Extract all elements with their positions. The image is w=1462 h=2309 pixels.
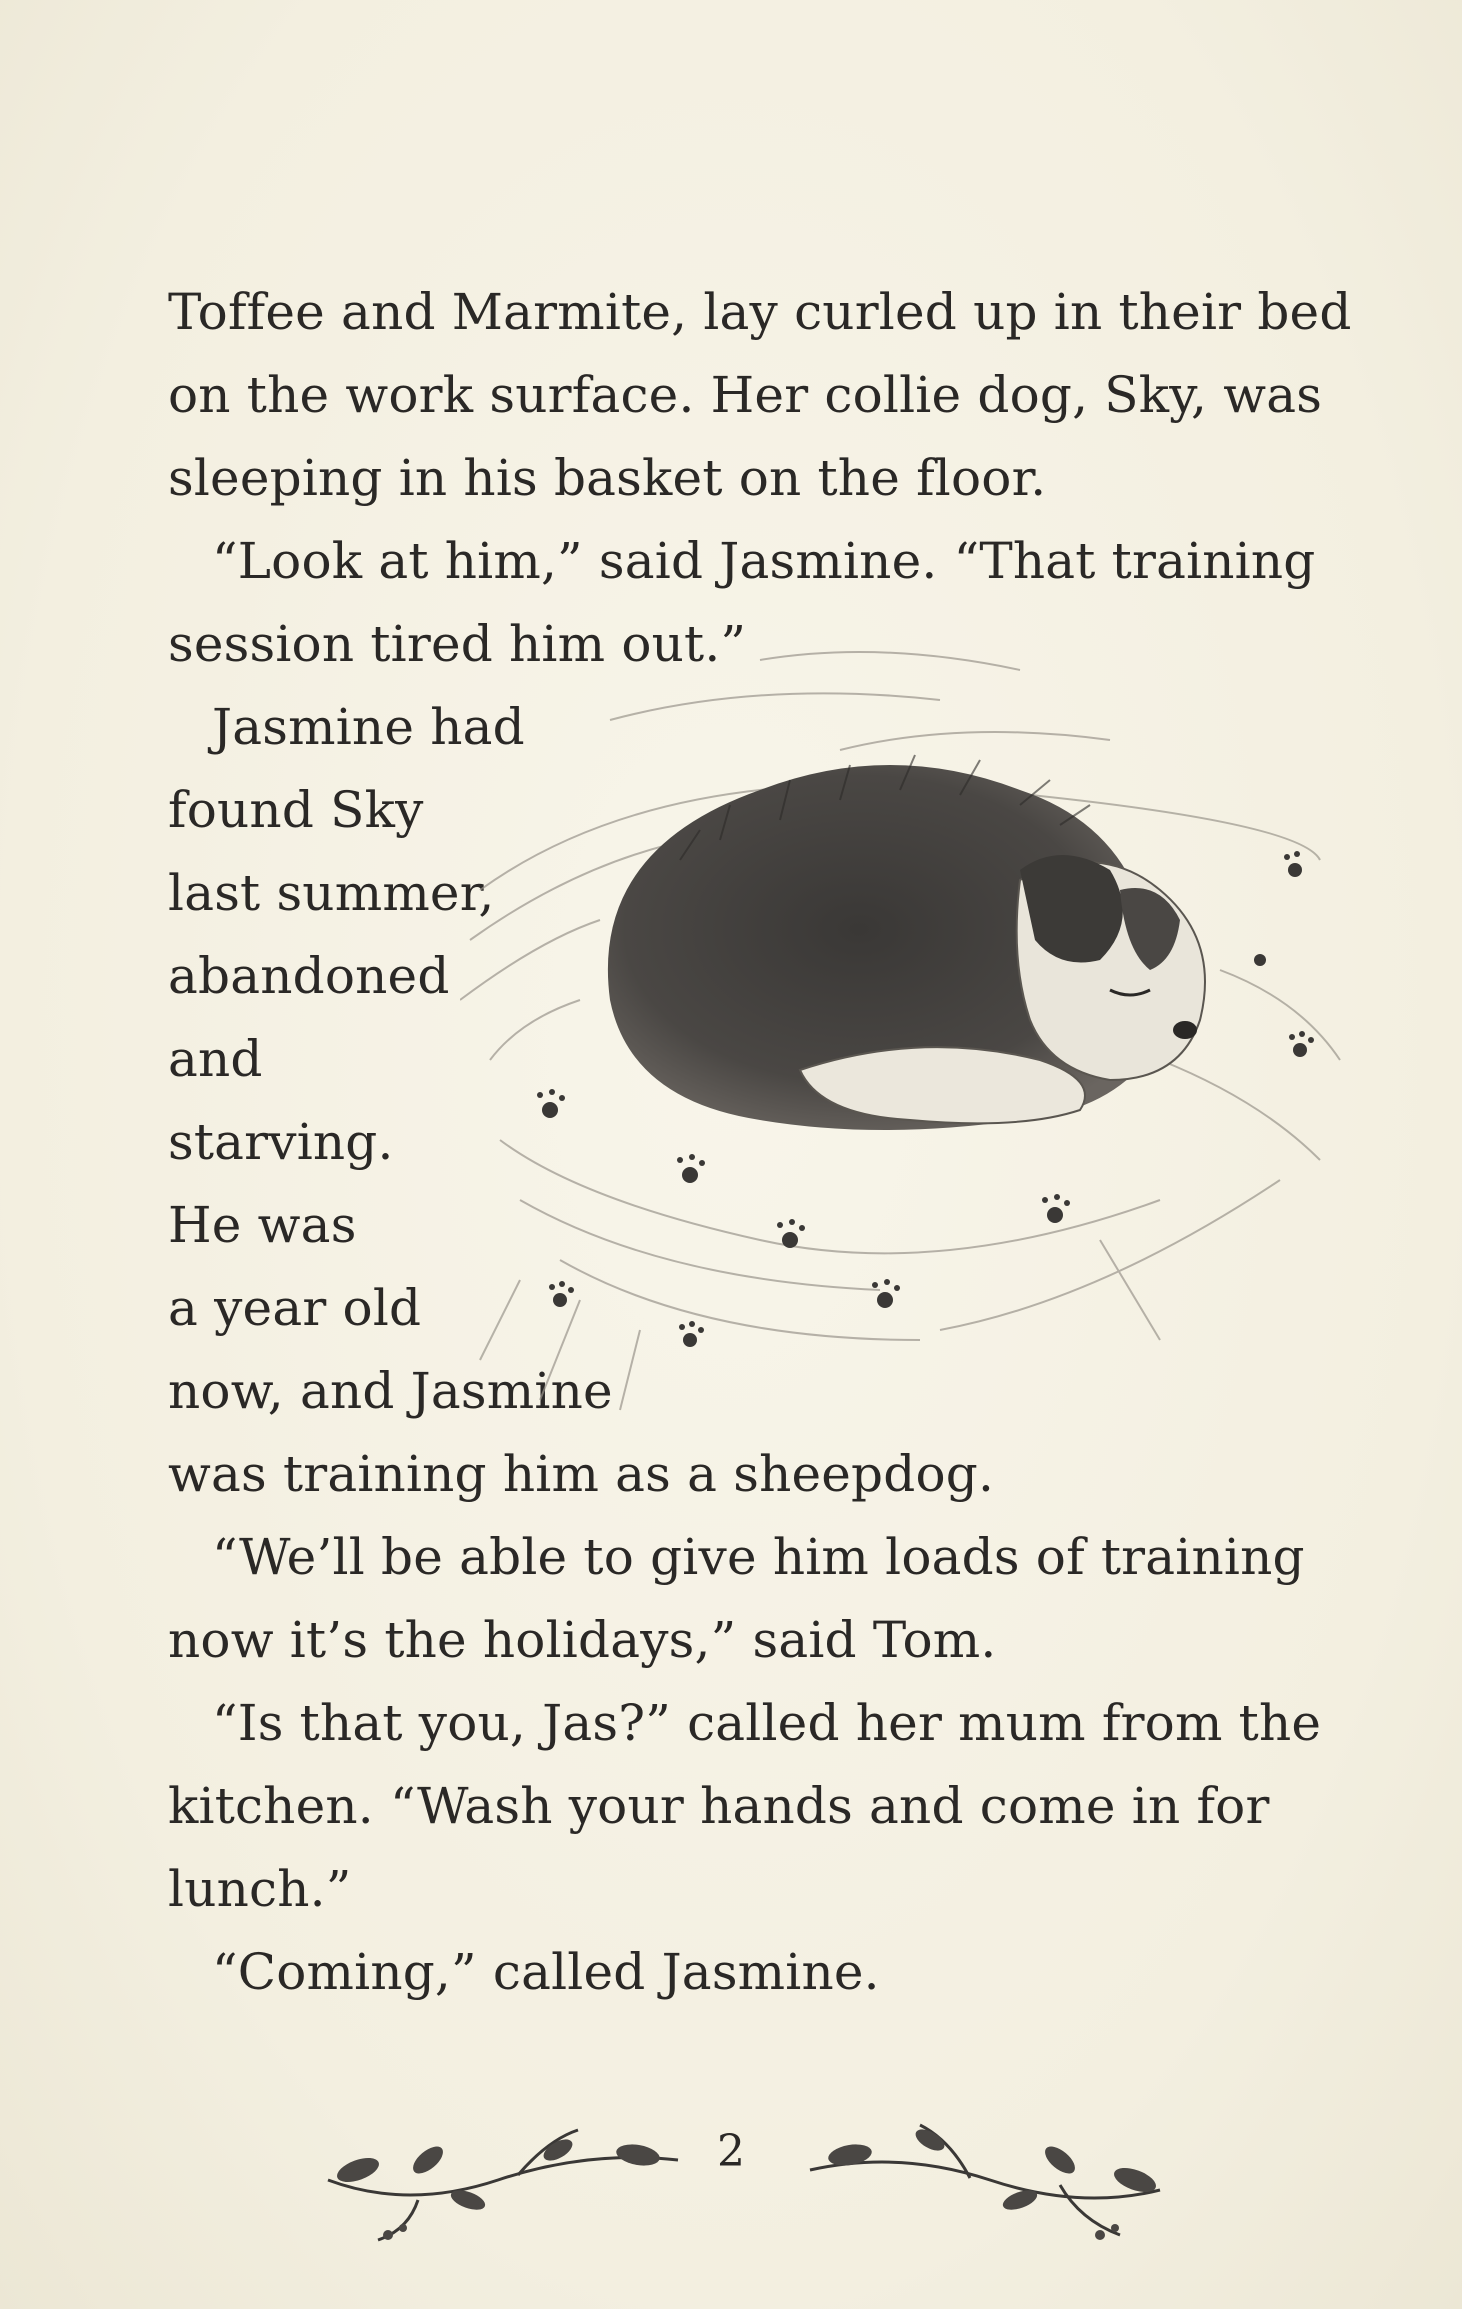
leafy-vine-flourish-icon	[318, 2100, 688, 2250]
leafy-vine-flourish-icon	[800, 2100, 1170, 2250]
text-line: now, and Jasmine	[168, 1362, 613, 1420]
text-line: He was	[168, 1196, 357, 1254]
text-line: Jasmine had	[212, 698, 525, 756]
page-number: 2	[717, 2126, 745, 2177]
text-line: abandoned	[168, 947, 450, 1005]
text-line: “Look at him,” said Jasmine. “That training	[212, 532, 1316, 590]
text-line: “We’ll be able to give him loads of training	[212, 1528, 1305, 1586]
text-line: “Coming,” called Jasmine.	[212, 1943, 880, 2001]
text-line: found Sky	[168, 781, 424, 839]
text-line: was training him as a sheepdog.	[168, 1445, 995, 1503]
text-line: kitchen. “Wash your hands and come in for	[168, 1777, 1270, 1835]
text-line: “Is that you, Jas?” called her mum from the	[212, 1694, 1322, 1752]
text-line: sleeping in his basket on the floor.	[168, 449, 1047, 507]
text-line: a year old	[168, 1279, 422, 1337]
text-line: session tired him out.”	[168, 615, 747, 673]
text-line: Toffee and Marmite, lay curled up in their bed	[168, 283, 1352, 341]
text-line: now it’s the holidays,” said Tom.	[168, 1611, 997, 1669]
text-line: starving.	[168, 1113, 394, 1171]
text-line: and	[168, 1030, 263, 1088]
sleeping-collie-dog-icon	[460, 640, 1360, 1440]
text-line: on the work surface. Her collie dog, Sky, was	[168, 366, 1323, 424]
text-line: lunch.”	[168, 1860, 352, 1918]
text-line: last summer,	[168, 864, 495, 922]
